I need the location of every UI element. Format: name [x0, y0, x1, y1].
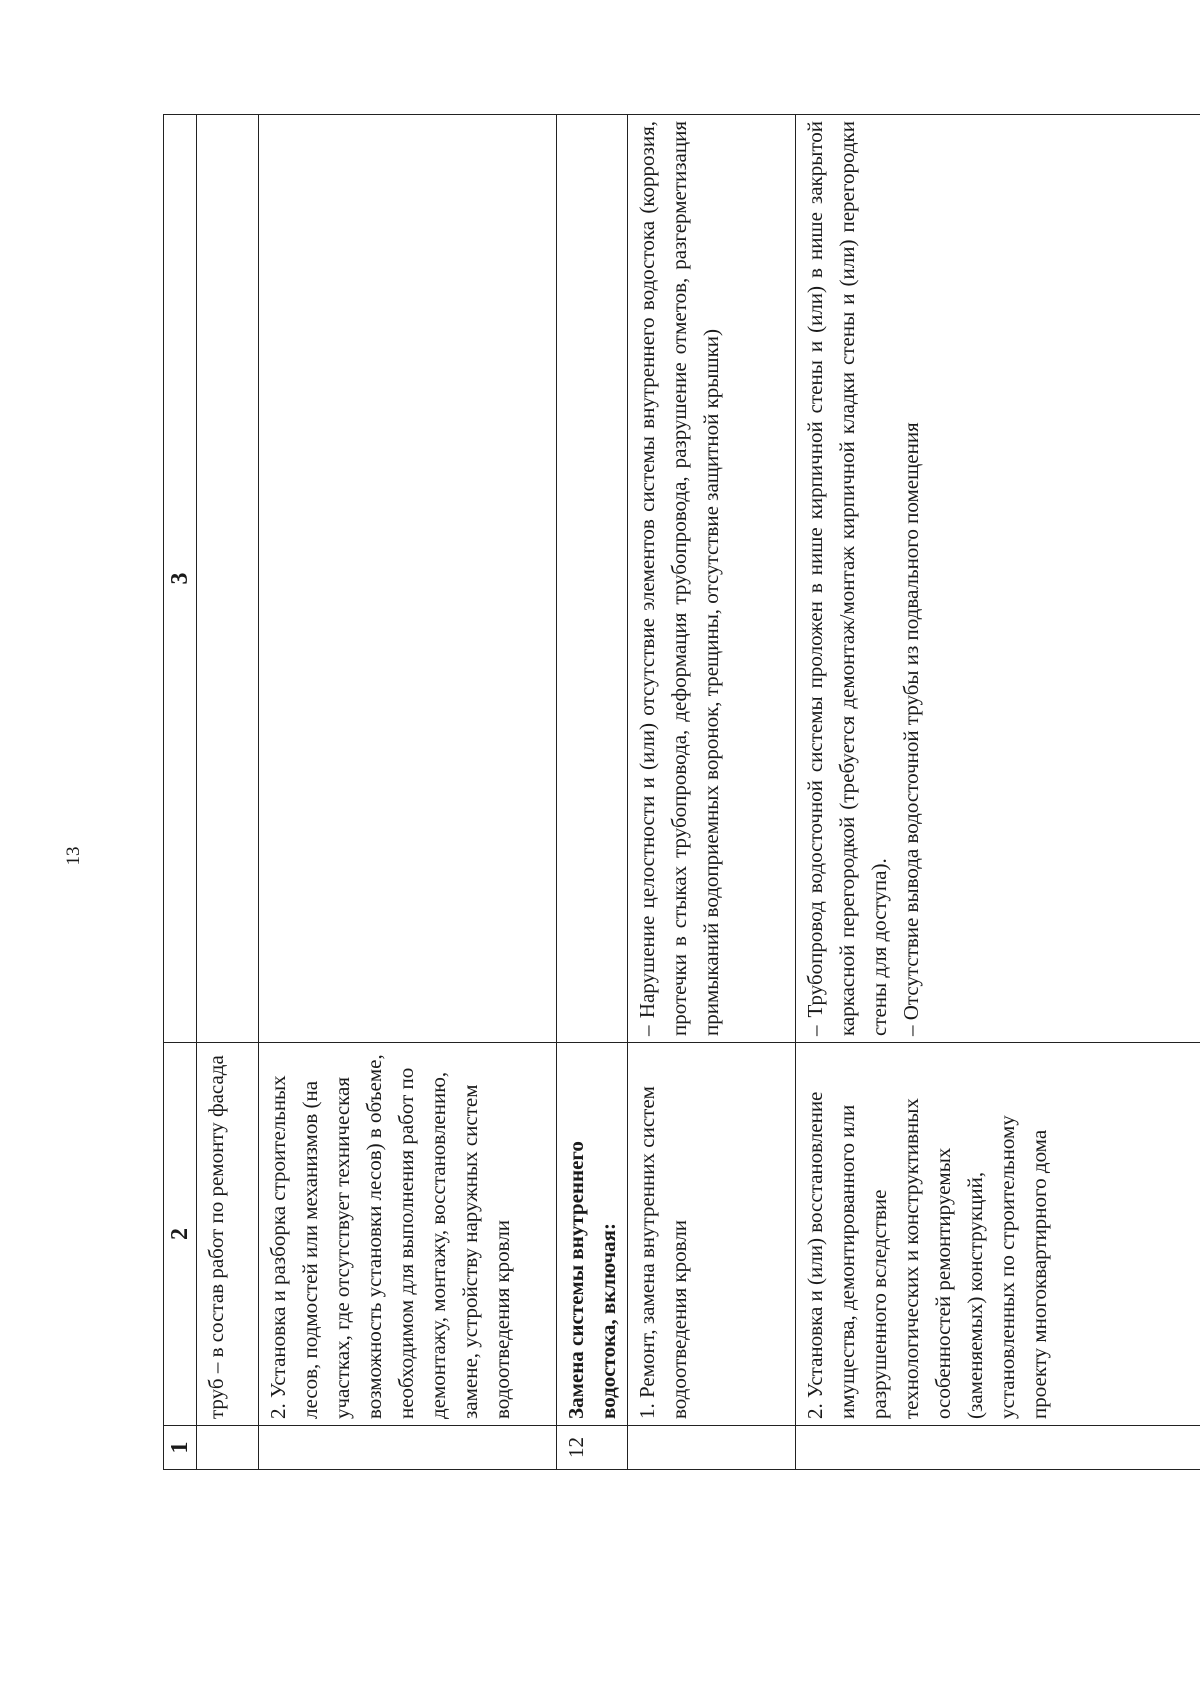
- defect-item: – Трубопровод водосточной системы проложен в нише кирпичной стены и (или) в нише закрытой каркасной перегородкой (требуется демонтаж/монтаж кирпичной кладки стены и (или) перегородки стены для доступа).: [803, 121, 891, 1036]
- work-cell: 2. Установка и (или) восстановление имущества, демонтированного или разрушенного вследствие технологических и конструктивных особенностей ремонтируемых (заменяемых) конструкций, установленных по строительному проекту многоквартирного дома: [796, 1043, 1200, 1426]
- defect-item: – Нарушение целостности и (или) отсутствие элементов системы внутреннего водостока (коррозия, протечки в стыках трубопровода, деформация трубопровода, разрушение отметов, разгерметизация примыканий водоприемных воронок, трещины, отсутствие защитной крышки): [635, 121, 723, 1036]
- defects-cell: [796, 115, 1200, 1043]
- row-number-cell: [197, 1426, 259, 1470]
- table-row: [259, 115, 557, 1470]
- defect-item: – Отсутствие вывода водосточной трубы из подвального помещения: [899, 422, 923, 1036]
- table-row: [197, 115, 259, 1470]
- row-number-cell: 12: [557, 1426, 628, 1470]
- table-row: [557, 115, 628, 1470]
- work-cell: труб – в состав работ по ремонту фасада: [197, 1043, 259, 1426]
- section-title-cell: Замена системы внутреннего водостока, включая:: [557, 1043, 628, 1426]
- table-header-row: [164, 115, 197, 1470]
- defects-cell: [557, 115, 628, 1043]
- work-cell: 1. Ремонт, замена внутренних систем водоотведения кровли: [628, 1043, 796, 1426]
- page-number: 13: [63, 846, 84, 866]
- work-cell: 2. Установка и разборка строительных лесов, подмостей или механизмов (на участках, где отсутствует техническая возможность установки лесов) в объеме, необходимом для выполнения работ по демонтажу, монтажу, восстановлению, замене, устройству наружных систем водоотведения кровли: [259, 1043, 557, 1426]
- row-number-cell: [259, 1426, 557, 1470]
- column-header-1: 1: [164, 1426, 197, 1470]
- defects-cell: [197, 115, 259, 1043]
- table-row: [796, 115, 1200, 1470]
- column-header-3: 3: [164, 115, 197, 1043]
- defects-cell: [259, 115, 557, 1043]
- row-number-cell: [796, 1426, 1200, 1470]
- rotated-page-content: [163, 115, 1200, 1470]
- column-header-2: 2: [164, 1043, 197, 1426]
- table-row: [628, 115, 796, 1470]
- works-table: [163, 114, 1200, 1470]
- defects-cell: [628, 115, 796, 1043]
- row-number-cell: [628, 1426, 796, 1470]
